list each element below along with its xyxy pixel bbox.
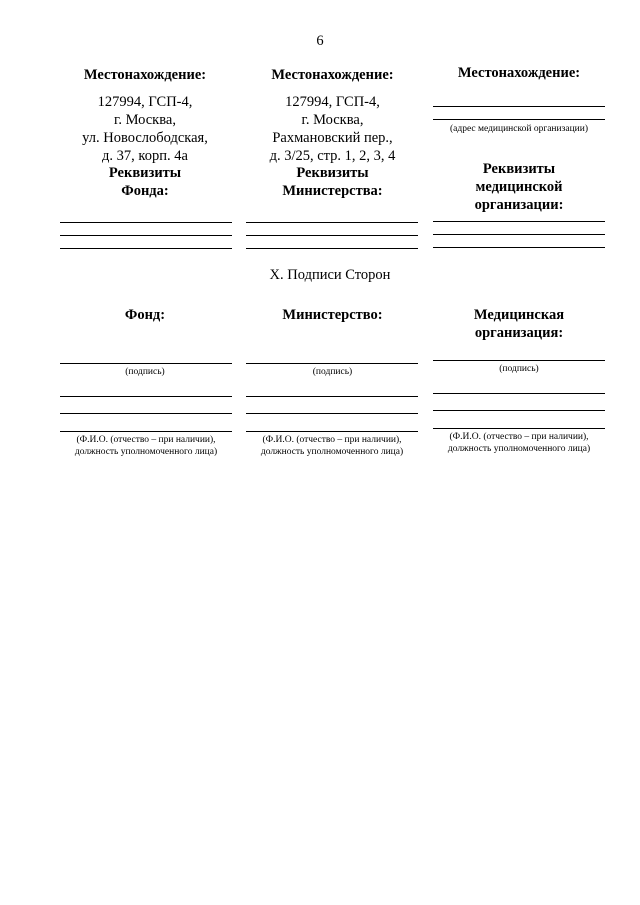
- ministry-requisites-line: Министерства:: [282, 183, 383, 199]
- page-number: 6: [316, 33, 324, 49]
- fund-address-line: г. Москва,: [114, 112, 176, 128]
- medorg-address-line-1: [433, 106, 605, 107]
- ministry-name-line-1: [246, 396, 418, 397]
- fund-address-line: ул. Новослободская,: [82, 130, 208, 146]
- ministry-location-heading: Местонахождение:: [271, 67, 394, 83]
- ministry-address-line: г. Москва,: [301, 112, 364, 128]
- medorg-name-line-3: [433, 428, 605, 429]
- ministry-requisites-line: Реквизиты: [296, 165, 369, 181]
- fund-name-line-3: [60, 431, 232, 432]
- ministry-address-line: Рахмановский пер.,: [272, 130, 393, 146]
- medorg-party-label: Медицинская: [473, 307, 565, 323]
- ministry-name-caption-line: должность уполномоченного лица): [260, 447, 404, 457]
- medorg-requisites-heading: [428, 160, 610, 214]
- fund-requisites-line-3: [60, 248, 232, 249]
- fund-party-label: Фонд:: [124, 307, 166, 323]
- ministry-name-caption-line: (Ф.И.О. (отчество – при наличии),: [262, 435, 402, 445]
- ministry-name-line-2: [246, 413, 418, 414]
- fund-location-heading: Местонахождение:: [83, 67, 207, 83]
- fund-name-caption: [46, 434, 246, 458]
- medorg-requisites-line-2: [433, 234, 605, 235]
- medorg-location-heading: Местонахождение:: [457, 65, 581, 81]
- fund-requisites-line-1: [60, 222, 232, 223]
- medorg-address-line-2: [433, 119, 605, 120]
- ministry-requisites-heading: [240, 164, 425, 200]
- fund-name-caption-line: (Ф.И.О. (отчество – при наличии),: [76, 435, 216, 445]
- medorg-name-caption-line: (Ф.И.О. (отчество – при наличии),: [449, 432, 589, 442]
- ministry-party-label: Министерство:: [282, 307, 383, 323]
- fund-signature-line: [60, 363, 232, 364]
- ministry-requisites-line-3: [246, 248, 418, 249]
- ministry-signature-line: [246, 363, 418, 364]
- ministry-signature-caption: (подпись): [312, 367, 353, 377]
- ministry-requisites-line-2: [246, 235, 418, 236]
- medorg-requisites-line: организации:: [474, 197, 564, 213]
- medorg-address-caption: (адрес медицинской организации): [449, 124, 588, 134]
- fund-name-caption-line: должность уполномоченного лица): [74, 447, 218, 457]
- ministry-address-line: 127994, ГСП-4,: [285, 94, 380, 110]
- fund-requisites-heading: [55, 164, 235, 200]
- medorg-requisites-line: медицинской: [475, 179, 563, 195]
- ministry-address-line: д. 3/25, стр. 1, 2, 3, 4: [269, 148, 396, 164]
- medorg-requisites-line-1: [433, 221, 605, 222]
- fund-address-line: 127994, ГСП-4,: [97, 94, 193, 110]
- medorg-name-caption-line: должность уполномоченного лица): [447, 444, 591, 454]
- fund-name-line-1: [60, 396, 232, 397]
- ministry-signature-party: [240, 306, 425, 324]
- ministry-name-caption: [232, 434, 432, 458]
- ministry-address: [240, 93, 425, 165]
- section-title: X. Подписи Сторон: [269, 267, 391, 283]
- medorg-signature-caption: (подпись): [499, 364, 539, 374]
- ministry-name-line-3: [246, 431, 418, 432]
- fund-address-line: д. 37, корп. 4а: [102, 148, 188, 164]
- fund-requisites-line: Реквизиты: [108, 165, 182, 181]
- fund-signature-caption: (подпись): [125, 367, 165, 377]
- medorg-name-line-2: [433, 410, 605, 411]
- fund-requisites-line-2: [60, 235, 232, 236]
- medorg-name-line-1: [433, 393, 605, 394]
- medorg-signature-line: [433, 360, 605, 361]
- medorg-requisites-line: Реквизиты: [482, 161, 556, 177]
- fund-requisites-line: Фонда:: [121, 183, 169, 199]
- fund-address: [55, 93, 235, 165]
- medorg-party-label: организация:: [474, 325, 564, 341]
- medorg-signature-party: [428, 306, 610, 342]
- ministry-requisites-line-1: [246, 222, 418, 223]
- medorg-requisites-line-3: [433, 247, 605, 248]
- fund-signature-party: [55, 306, 235, 324]
- fund-name-line-2: [60, 413, 232, 414]
- medorg-name-caption: [418, 431, 620, 455]
